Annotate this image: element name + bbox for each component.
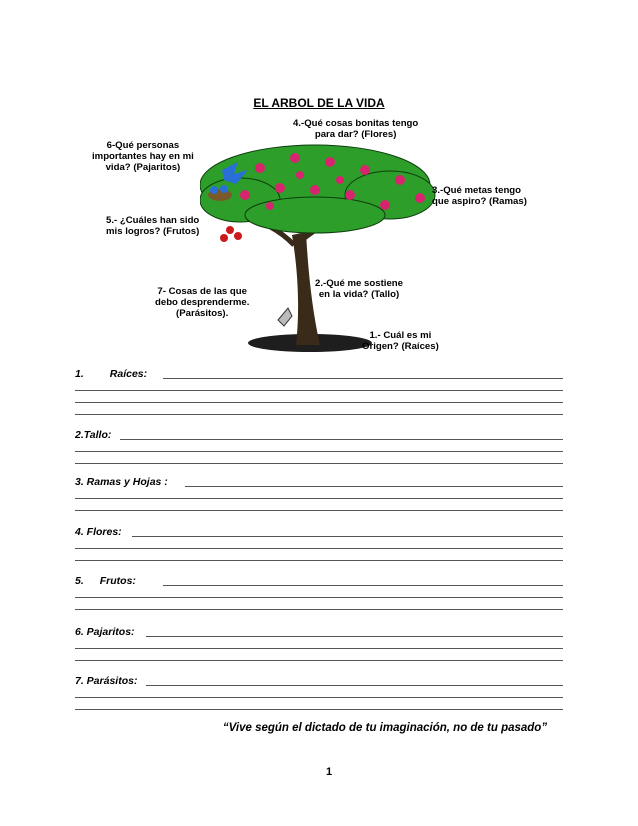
label-flores: 4.-Qué cosas bonitas tengo para dar? (Flores) <box>293 118 419 140</box>
answer-line[interactable] <box>75 548 563 549</box>
answer-line[interactable] <box>132 536 563 537</box>
answer-line[interactable] <box>75 709 563 710</box>
parasite-icon <box>278 308 292 326</box>
answer-line[interactable] <box>185 486 563 487</box>
answer-line[interactable] <box>75 510 563 511</box>
answer-line[interactable] <box>75 697 563 698</box>
label-frutos: 5.- ¿Cuáles han sido mis logros? (Frutos) <box>106 215 200 237</box>
answer-line[interactable] <box>120 439 563 440</box>
answer-line[interactable] <box>163 378 563 379</box>
answer-line[interactable] <box>75 414 563 415</box>
answer-line[interactable] <box>75 463 563 464</box>
tree-illustration <box>200 140 450 360</box>
label-parasitos: 7- Cosas de las que debo desprenderme. (Parásitos). <box>155 286 250 319</box>
section-ramas: 3. Ramas y Hojas : <box>75 476 168 488</box>
label-pajaritos: 6-Qué personas importantes hay en mi vida? (Pajaritos) <box>92 140 194 173</box>
answer-line[interactable] <box>163 585 563 586</box>
answer-line[interactable] <box>75 597 563 598</box>
answer-line[interactable] <box>75 498 563 499</box>
answer-line[interactable] <box>146 685 563 686</box>
answer-line[interactable] <box>146 636 563 637</box>
quote: “Vive según el dictado de tu imaginación, no de tu pasado” <box>222 722 548 734</box>
page-title: EL ARBOL DE LA VIDA <box>253 96 385 110</box>
answer-line[interactable] <box>75 402 563 403</box>
label-raices: 1.- Cuál es mi Origen? (Raíces) <box>362 330 439 352</box>
answer-line[interactable] <box>75 648 563 649</box>
section-flores: 4. Flores: <box>75 526 122 538</box>
answer-line[interactable] <box>75 451 563 452</box>
section-parasitos: 7. Parásitos: <box>75 675 138 687</box>
section-frutos: 5. Frutos: <box>75 575 136 587</box>
fruit-icon <box>220 226 242 242</box>
answer-line[interactable] <box>75 560 563 561</box>
answer-line[interactable] <box>75 660 563 661</box>
section-raices: 1. Raíces: <box>75 368 148 380</box>
answer-line[interactable] <box>75 609 563 610</box>
section-tallo: 2.Tallo: <box>75 429 112 441</box>
label-ramas: 3.-Qué metas tengo que aspiro? (Ramas) <box>432 185 527 207</box>
section-pajaritos: 6. Pajaritos: <box>75 626 135 638</box>
label-tallo: 2.-Qué me sostiene en la vida? (Tallo) <box>315 278 403 300</box>
answer-line[interactable] <box>75 390 563 391</box>
page-number: 1 <box>325 766 333 778</box>
